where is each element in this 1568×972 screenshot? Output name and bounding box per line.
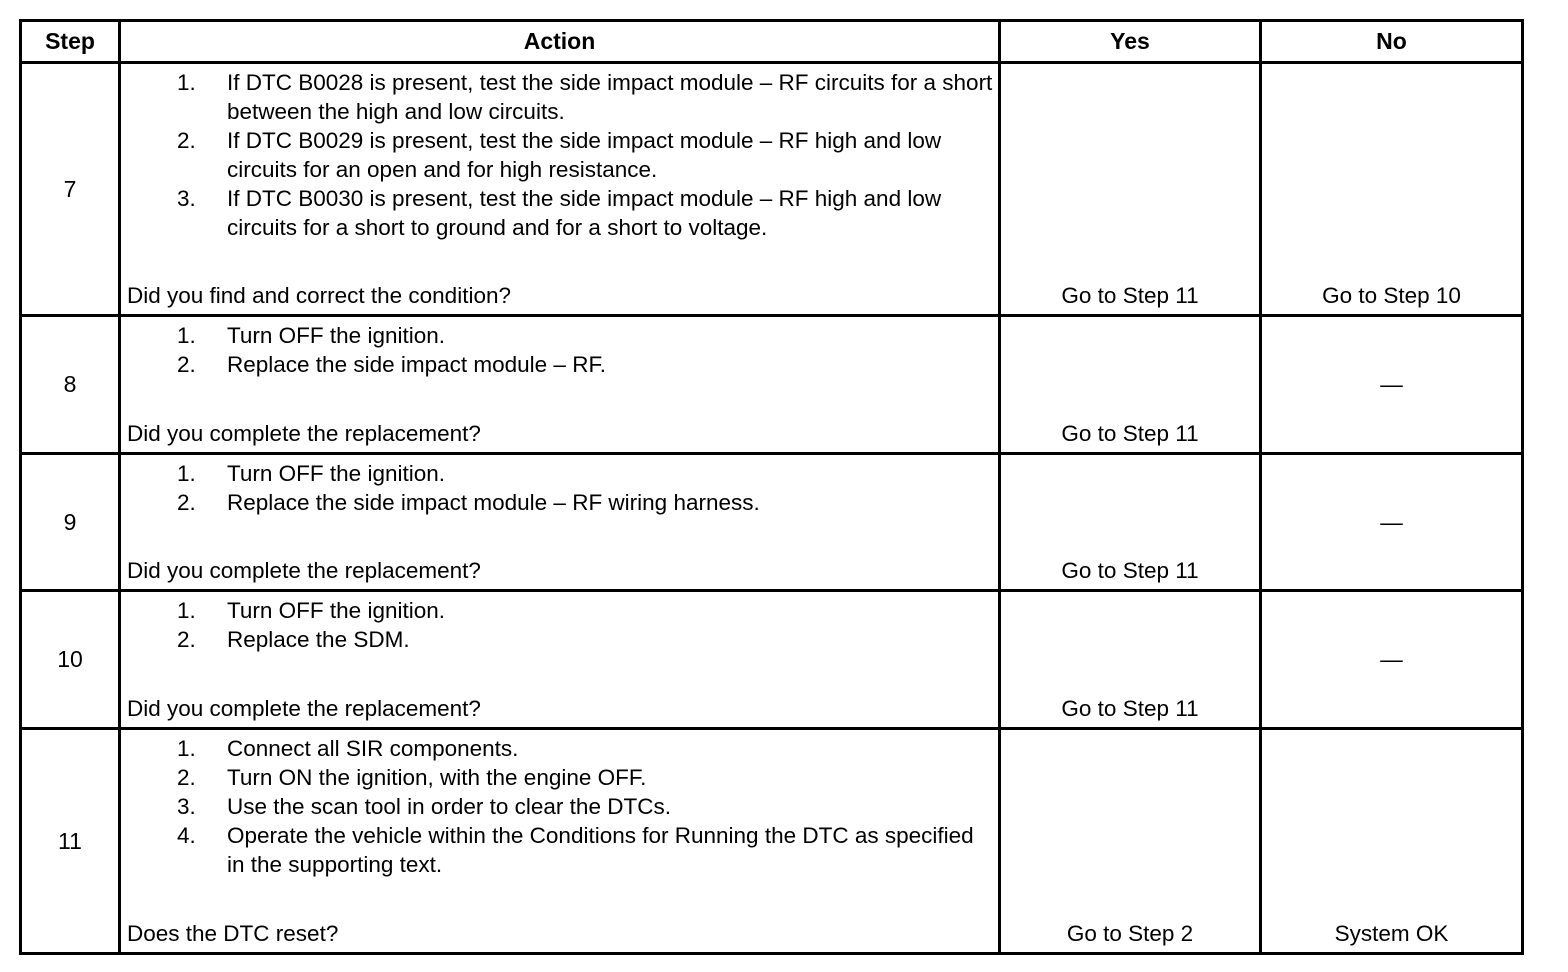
item-text: Turn OFF the ignition. — [227, 598, 446, 623]
item-number: 2. — [177, 765, 196, 790]
yes-result: Go to Step 11 — [1000, 63, 1261, 316]
item-number: 4. — [177, 823, 196, 848]
item-number: 1. — [177, 323, 196, 348]
item-number: 2. — [177, 627, 196, 652]
item-number: 2. — [177, 490, 196, 515]
list-item — [121, 488, 998, 517]
diagnostic-table — [19, 19, 1524, 955]
yes-result: Go to Step 11 — [1000, 591, 1261, 729]
action-cell — [120, 729, 1000, 954]
no-result: — — [1261, 454, 1523, 591]
action-list — [121, 64, 998, 242]
item-number: 1. — [177, 598, 196, 623]
header-row — [21, 21, 1523, 63]
header-step: Step — [21, 21, 120, 63]
step-number: 9 — [21, 454, 120, 591]
item-text: Replace the side impact module – RF. — [227, 352, 606, 377]
yes-result: Go to Step 11 — [1000, 316, 1261, 454]
question-text: Did you complete the replacement? — [127, 421, 481, 446]
item-text: Turn ON the ignition, with the engine OFF. — [227, 765, 647, 790]
step-number: 8 — [21, 316, 120, 454]
header-action: Action — [120, 21, 1000, 63]
no-result: Go to Step 10 — [1261, 63, 1523, 316]
item-number: 2. — [177, 128, 196, 153]
item-number: 1. — [177, 70, 196, 95]
item-number: 1. — [177, 736, 196, 761]
item-text: Replace the SDM. — [227, 627, 410, 652]
item-text: Operate the vehicle within the Conditions for Running the DTC as specified in the supporting text. — [227, 823, 974, 877]
list-item — [121, 734, 998, 763]
no-result: — — [1261, 591, 1523, 729]
item-number: 3. — [177, 794, 196, 819]
item-text: Replace the side impact module – RF wiring harness. — [227, 490, 760, 515]
list-item — [121, 126, 998, 184]
list-item — [121, 321, 998, 350]
step-number: 11 — [21, 729, 120, 954]
list-item — [121, 350, 998, 379]
item-text: Turn OFF the ignition. — [227, 461, 446, 486]
step-number: 7 — [21, 63, 120, 316]
action-list — [121, 455, 998, 517]
action-cell — [120, 454, 1000, 591]
list-item — [121, 459, 998, 488]
question-text: Did you find and correct the condition? — [127, 283, 511, 308]
item-number: 1. — [177, 461, 196, 486]
header-no: No — [1261, 21, 1523, 63]
action-list — [121, 730, 998, 879]
item-text: Connect all SIR components. — [227, 736, 519, 761]
header-yes: Yes — [1000, 21, 1261, 63]
yes-result: Go to Step 2 — [1000, 729, 1261, 954]
table-row — [21, 63, 1523, 316]
list-item — [121, 68, 998, 126]
action-cell — [120, 63, 1000, 316]
item-text: Turn OFF the ignition. — [227, 323, 446, 348]
item-number: 3. — [177, 186, 196, 211]
item-text: If DTC B0028 is present, test the side impact module – RF circuits for a short between the high and low circuits. — [227, 70, 993, 124]
list-item — [121, 821, 998, 879]
table-row — [21, 591, 1523, 729]
question-text: Did you complete the replacement? — [127, 696, 481, 721]
list-item — [121, 184, 998, 242]
table-row — [21, 454, 1523, 591]
list-item — [121, 625, 998, 654]
no-result: System OK — [1261, 729, 1523, 954]
item-text: If DTC B0030 is present, test the side impact module – RF high and low circuits for a short to ground and for a short to voltage. — [227, 186, 942, 240]
action-list — [121, 317, 998, 379]
list-item — [121, 763, 998, 792]
item-text: Use the scan tool in order to clear the DTCs. — [227, 794, 671, 819]
table-row — [21, 316, 1523, 454]
action-cell — [120, 316, 1000, 454]
table-row — [21, 729, 1523, 954]
item-text: If DTC B0029 is present, test the side impact module – RF high and low circuits for an open and for high resistance. — [227, 128, 942, 182]
action-cell — [120, 591, 1000, 729]
yes-result: Go to Step 11 — [1000, 454, 1261, 591]
item-number: 2. — [177, 352, 196, 377]
question-text: Did you complete the replacement? — [127, 558, 481, 583]
question-text: Does the DTC reset? — [127, 921, 339, 946]
list-item — [121, 596, 998, 625]
list-item — [121, 792, 998, 821]
step-number: 10 — [21, 591, 120, 729]
no-result: — — [1261, 316, 1523, 454]
action-list — [121, 592, 998, 654]
